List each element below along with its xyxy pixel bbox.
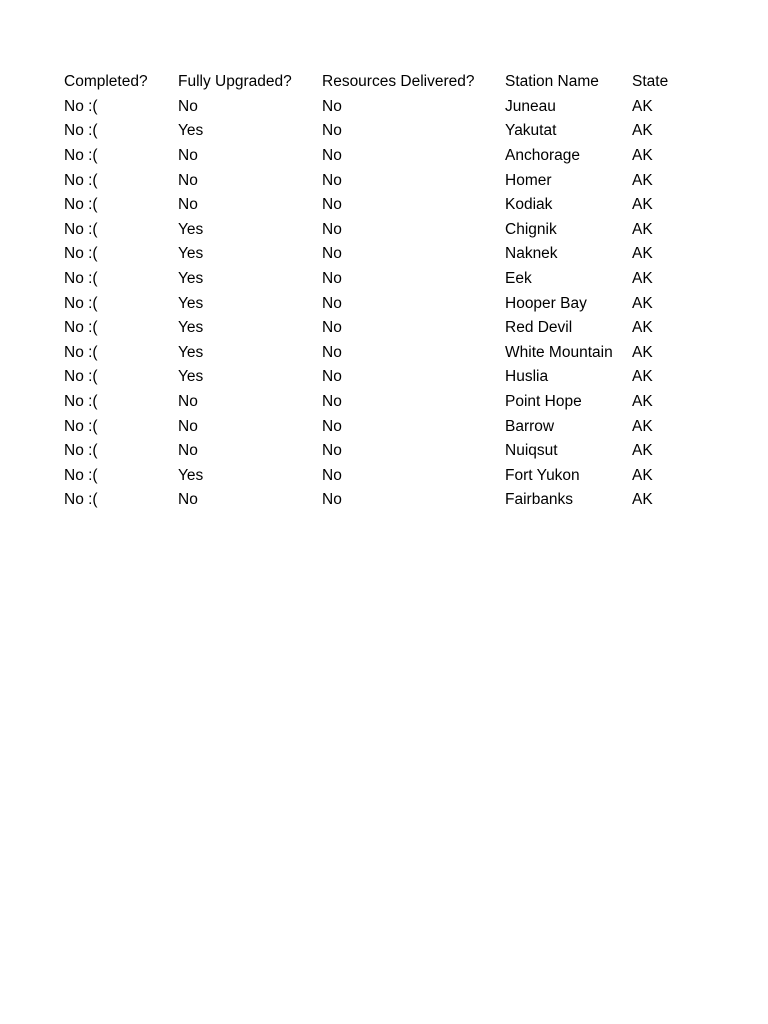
cell-fully-upgraded: No — [178, 417, 198, 435]
table-header-row — [64, 70, 704, 95]
table-body — [64, 95, 704, 513]
cell-completed: No :( — [64, 122, 98, 140]
cell-fully-upgraded: No — [178, 171, 198, 189]
cell-state: AK — [632, 417, 653, 435]
cell-resources-delivered: No — [322, 294, 342, 312]
cell-resources-delivered: No — [322, 393, 342, 411]
table-row — [64, 267, 704, 292]
cell-resources-delivered: No — [322, 171, 342, 189]
header-resources-delivered: Resources Delivered? — [322, 73, 475, 91]
header-state: State — [632, 73, 669, 91]
cell-completed: No :( — [64, 343, 98, 361]
cell-station-name: Hooper Bay — [505, 294, 587, 312]
table-row — [64, 488, 704, 513]
table-row — [64, 119, 704, 144]
cell-resources-delivered: No — [322, 245, 342, 263]
cell-completed: No :( — [64, 393, 98, 411]
cell-fully-upgraded: Yes — [178, 122, 204, 140]
cell-fully-upgraded: Yes — [178, 466, 204, 484]
cell-resources-delivered: No — [322, 196, 342, 214]
cell-state: AK — [632, 270, 653, 288]
cell-completed: No :( — [64, 97, 98, 115]
cell-state: AK — [632, 245, 653, 263]
cell-completed: No :( — [64, 245, 98, 263]
cell-resources-delivered: No — [322, 97, 342, 115]
cell-completed: No :( — [64, 319, 98, 337]
table-row — [64, 144, 704, 169]
cell-completed: No :( — [64, 220, 98, 238]
cell-station-name: Fairbanks — [505, 491, 574, 509]
cell-station-name: Kodiak — [505, 196, 553, 214]
cell-fully-upgraded: Yes — [178, 245, 204, 263]
cell-station-name: Homer — [505, 171, 552, 189]
cell-fully-upgraded: No — [178, 442, 198, 460]
cell-completed: No :( — [64, 417, 98, 435]
cell-completed: No :( — [64, 442, 98, 460]
table-row — [64, 341, 704, 366]
cell-state: AK — [632, 171, 653, 189]
cell-station-name: Point Hope — [505, 393, 582, 411]
cell-resources-delivered: No — [322, 442, 342, 460]
stations-table — [64, 70, 704, 513]
table-row — [64, 464, 704, 489]
table-row — [64, 95, 704, 120]
cell-station-name: Yakutat — [505, 122, 557, 140]
cell-fully-upgraded: Yes — [178, 220, 204, 238]
table-row — [64, 439, 704, 464]
cell-fully-upgraded: No — [178, 147, 198, 165]
cell-fully-upgraded: Yes — [178, 294, 204, 312]
table-row — [64, 291, 704, 316]
cell-state: AK — [632, 491, 653, 509]
table-row — [64, 242, 704, 267]
cell-station-name: White Mountain — [505, 343, 613, 361]
cell-resources-delivered: No — [322, 368, 342, 386]
cell-resources-delivered: No — [322, 220, 342, 238]
cell-resources-delivered: No — [322, 343, 342, 361]
cell-state: AK — [632, 196, 653, 214]
cell-fully-upgraded: No — [178, 393, 198, 411]
cell-completed: No :( — [64, 491, 98, 509]
cell-fully-upgraded: No — [178, 97, 198, 115]
cell-station-name: Juneau — [505, 97, 556, 115]
cell-completed: No :( — [64, 270, 98, 288]
cell-fully-upgraded: No — [178, 491, 198, 509]
cell-state: AK — [632, 294, 653, 312]
cell-completed: No :( — [64, 196, 98, 214]
cell-fully-upgraded: Yes — [178, 343, 204, 361]
cell-state: AK — [632, 122, 653, 140]
cell-completed: No :( — [64, 466, 98, 484]
table-row — [64, 390, 704, 415]
cell-resources-delivered: No — [322, 319, 342, 337]
cell-resources-delivered: No — [322, 122, 342, 140]
cell-station-name: Fort Yukon — [505, 466, 580, 484]
cell-state: AK — [632, 368, 653, 386]
header-completed: Completed? — [64, 73, 148, 91]
cell-state: AK — [632, 393, 653, 411]
cell-completed: No :( — [64, 368, 98, 386]
cell-completed: No :( — [64, 171, 98, 189]
cell-station-name: Chignik — [505, 220, 557, 238]
cell-resources-delivered: No — [322, 417, 342, 435]
cell-completed: No :( — [64, 147, 98, 165]
cell-resources-delivered: No — [322, 147, 342, 165]
cell-completed: No :( — [64, 294, 98, 312]
table-row — [64, 316, 704, 341]
cell-state: AK — [632, 466, 653, 484]
cell-station-name: Red Devil — [505, 319, 573, 337]
cell-state: AK — [632, 319, 653, 337]
cell-fully-upgraded: No — [178, 196, 198, 214]
cell-fully-upgraded: Yes — [178, 319, 204, 337]
cell-resources-delivered: No — [322, 466, 342, 484]
cell-state: AK — [632, 343, 653, 361]
header-fully-upgraded: Fully Upgraded? — [178, 73, 292, 91]
cell-state: AK — [632, 442, 653, 460]
cell-station-name: Nuiqsut — [505, 442, 558, 460]
table-row — [64, 218, 704, 243]
cell-fully-upgraded: Yes — [178, 368, 204, 386]
table-row — [64, 193, 704, 218]
cell-state: AK — [632, 97, 653, 115]
table-row — [64, 168, 704, 193]
cell-station-name: Anchorage — [505, 147, 580, 165]
cell-station-name: Eek — [505, 270, 532, 288]
cell-resources-delivered: No — [322, 270, 342, 288]
table-row — [64, 365, 704, 390]
cell-station-name: Barrow — [505, 417, 555, 435]
cell-station-name: Naknek — [505, 245, 558, 263]
cell-station-name: Huslia — [505, 368, 549, 386]
header-station-name: Station Name — [505, 73, 599, 91]
cell-fully-upgraded: Yes — [178, 270, 204, 288]
cell-state: AK — [632, 147, 653, 165]
table-row — [64, 414, 704, 439]
cell-resources-delivered: No — [322, 491, 342, 509]
cell-state: AK — [632, 220, 653, 238]
